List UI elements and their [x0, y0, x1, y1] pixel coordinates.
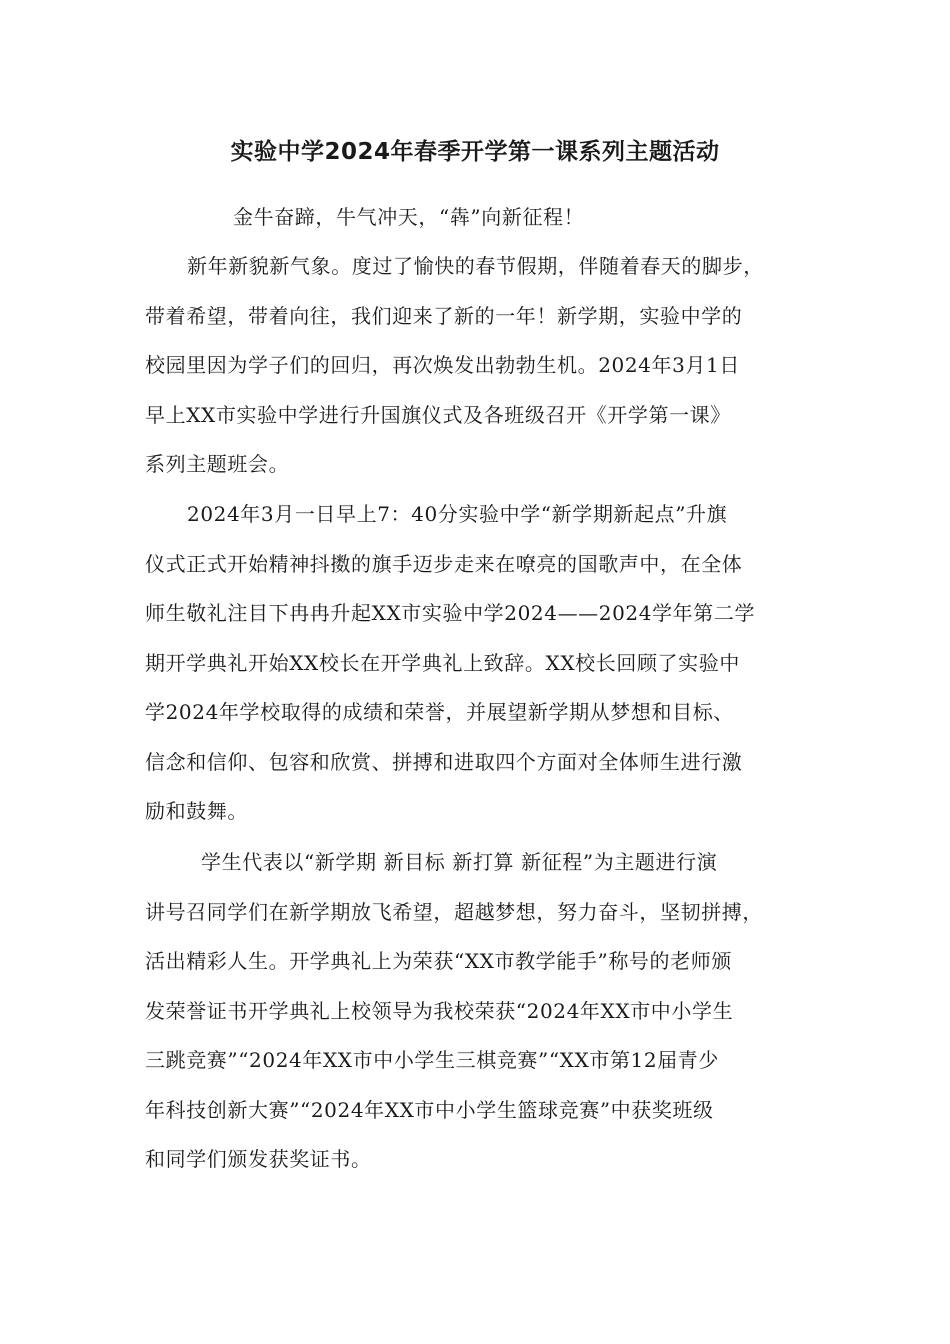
paragraph-line: 2024年3月一日早上7：40分实验中学“新学期新起点”升旗 — [187, 502, 728, 526]
paragraph-line: 新年新貌新气象。度过了愉快的春节假期，伴随着春天的脚步， — [187, 254, 764, 278]
document-title: 实验中学2024年春季开学第一课系列主题活动 — [230, 139, 720, 165]
paragraph-line: 励和鼓舞。 — [145, 799, 248, 823]
slogan-line: 金牛奋蹄，牛气冲天，“犇”向新征程！ — [233, 205, 585, 229]
paragraph-line: 信念和信仰、包容和欣赏、拼搏和进取四个方面对全体师生进行激 — [145, 749, 743, 774]
paragraph-line: 早上XX市实验中学进行升国旗仪式及各班级召开《开学第一课》 — [145, 402, 731, 427]
paragraph-1 — [145, 242, 810, 490]
paragraph-line: 仪式正式开始精神抖擞的旗手迈步走来在嘹亮的国歌声中，在全体 — [145, 551, 743, 576]
paragraph-line: 学2024年学校取得的成绩和荣誉，并展望新学期从梦想和目标、 — [145, 700, 734, 724]
paragraph-line: 讲号召同学们在新学期放飞希望，超越梦想，努力奋斗，坚韧拼搏， — [145, 899, 763, 924]
paragraph-line: 三跳竞赛”“2024年XX市中小学生三棋竞赛”“XX市第12届青少 — [145, 1048, 719, 1072]
paragraph-2 — [145, 490, 810, 837]
paragraph-line: 学生代表以“新学期 新目标 新打算 新征程”为主题进行演 — [201, 850, 718, 874]
paragraph-line: 和同学们颁发获奖证书。 — [145, 1147, 372, 1171]
paragraph-line: 带着希望，带着向往，我们迎来了新的一年！新学期，实验中学的 — [145, 303, 743, 328]
paragraph-line: 校园里因为学子们的回归，再次焕发出勃勃生机。2024年3月1日 — [145, 353, 740, 377]
paragraph-line: 年科技创新大赛”“2024年XX市中小学生篮球竞赛”中获奖班级 — [145, 1097, 714, 1122]
slogan-block — [145, 193, 810, 243]
paragraph-3 — [145, 838, 810, 1185]
paragraph-line: 系列主题班会。 — [145, 452, 290, 476]
paragraph-line: 期开学典礼开始XX校长在开学典礼上致辞。XX校长回顾了实验中 — [145, 650, 740, 675]
paragraph-line: 发荣誉证书开学典礼上校领导为我校荣获“2024年XX市中小学生 — [145, 998, 734, 1023]
paragraph-line: 活出精彩人生。开学典礼上为荣获“XX市教学能手”称号的老师颁 — [145, 949, 732, 973]
paragraph-line: 师生敬礼注目下冉冉升起XX市实验中学2024——2024学年第二学 — [145, 601, 756, 625]
